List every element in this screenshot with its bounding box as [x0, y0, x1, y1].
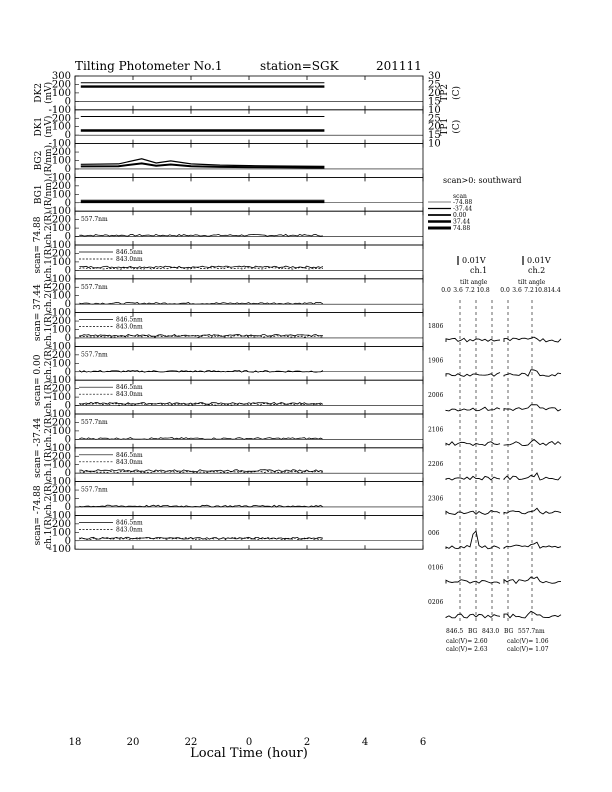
y-axis-label: DK1 [34, 116, 44, 137]
scan-label: scan= 74.88 [33, 216, 43, 274]
y-tick-label: 0 [64, 400, 71, 412]
y-tick-label: -100 [48, 307, 71, 319]
ch1-bottom-label: 843.0 [482, 628, 500, 635]
panel-frame [75, 346, 423, 380]
y-tick-label: 0 [64, 299, 71, 311]
row-time-label: 0106 [428, 564, 444, 572]
row-time-label: 1906 [428, 357, 444, 365]
y-axis-label: BG2 [34, 150, 44, 171]
ch1-calib: calc(V)= 2.60 [446, 638, 488, 645]
legend-846: 846.5nm [116, 384, 143, 392]
y-tick-label: 0 [64, 130, 71, 142]
ch1-scale: 0.01V [462, 256, 486, 265]
panel-frame [75, 279, 423, 313]
ch2-tilt-tick: 10.8 [534, 287, 548, 294]
y-tick-label: 100 [51, 121, 71, 133]
legend-557: 557.7nm [81, 486, 108, 494]
ch1-tilt-tick: 3.6 [453, 287, 463, 294]
ch2-profile [504, 577, 561, 584]
y-axis-label: ch.2(R) [44, 481, 54, 516]
tp-tick-label: 15 [428, 130, 441, 142]
data-line [79, 471, 323, 473]
panel-frame [75, 414, 423, 448]
y-tick-label: -100 [48, 375, 71, 387]
y-axis-label: ch.2(R) [44, 279, 54, 313]
ch2-profile [504, 508, 561, 514]
legend-557: 557.7nm [81, 419, 108, 426]
legend-846: 846.5nm [116, 451, 143, 459]
ch2-bottom-label: 557.7nm [518, 628, 545, 635]
chart-title: Tilting Photometer No.1 [75, 59, 223, 73]
y-axis-label: ch.1(R) [44, 515, 54, 549]
y-tick-label: 200 [51, 349, 71, 361]
scan-label: scan= 0.00 [33, 354, 43, 406]
legend-846: 846.5nm [116, 316, 143, 324]
data-line [79, 335, 323, 337]
scan-label: scan= 37.44 [33, 284, 43, 342]
y-tick-label: -100 [48, 138, 71, 150]
y-tick-label: 200 [51, 282, 71, 294]
data-line [79, 470, 323, 472]
scan-legend-label: 74.88 [453, 225, 471, 232]
data-line [79, 266, 323, 268]
y-tick-label: 100 [51, 189, 71, 201]
tp-tick-label: 10 [428, 138, 441, 150]
y-tick-label: 0 [64, 197, 71, 209]
y-tick-label: 100 [51, 493, 71, 505]
y-axis-label: ch.2(R) [44, 211, 54, 245]
tp-tick-label: 10 [428, 104, 441, 116]
x-tick-label: 2 [303, 737, 311, 748]
scan-legend-title: scan [453, 193, 467, 200]
y-tick-label: 100 [51, 87, 71, 99]
panel-frame [75, 144, 423, 178]
y-axis-label: ch.1(R) [44, 245, 54, 279]
ch2-profile [504, 405, 561, 411]
y-tick-label: 100 [51, 459, 71, 471]
legend-843: 843.0nm [116, 391, 143, 399]
scan-legend-label: -74.88 [453, 199, 473, 206]
tp-axis-unit: (C) [452, 119, 462, 134]
y-tick-label: 0 [64, 434, 71, 446]
y-axis-unit: (mV) [44, 115, 54, 138]
y-tick-label: 300 [51, 71, 71, 82]
station-label: station=SGK [260, 59, 339, 73]
ch1-tilt-tick: 7.2 [465, 287, 475, 294]
y-tick-label: 200 [51, 485, 71, 497]
y-tick-label: -100 [48, 409, 71, 420]
panel-frame [75, 76, 423, 110]
legend-557: 557.7nm [81, 216, 108, 224]
legend-843: 843.0nm [116, 323, 143, 331]
ch2-profile [504, 337, 561, 342]
y-tick-label: 0 [64, 535, 71, 547]
panel-frame [75, 110, 423, 144]
ch2-scale: 0.01V [527, 256, 551, 265]
x-tick-label: 4 [361, 737, 369, 748]
tp-tick-label: 15 [428, 96, 441, 108]
y-tick-label: 200 [51, 451, 71, 463]
y-tick-label: 100 [51, 223, 71, 235]
ch2-bottom-label: BG [504, 628, 514, 635]
tp-axis-label: TP2 [440, 84, 450, 102]
legend-843: 843.0nm [116, 256, 143, 263]
y-tick-label: 200 [51, 518, 71, 530]
ch1-bottom-label: 846.5 [446, 628, 464, 635]
y-axis-label: ch.1(R) [44, 380, 54, 414]
y-axis-unit: (R/nm) [44, 144, 54, 177]
panel-frame [75, 211, 423, 245]
scan-legend-label: 37.44 [453, 218, 471, 226]
y-tick-label: 200 [51, 383, 71, 395]
scan-label: scan= -37.44 [33, 417, 43, 478]
tp-axis-label: TP1 [440, 117, 450, 136]
scan-legend-label: -37.44 [453, 205, 473, 213]
y-tick-label: 200 [51, 417, 71, 429]
ch2-profile [504, 440, 561, 446]
ch1-profile [446, 580, 500, 584]
row-time-label: 2306 [428, 495, 444, 503]
ch2-tilt-tick: 14.4 [547, 287, 561, 294]
x-tick-label: 20 [126, 737, 140, 748]
tp-tick-label: 20 [428, 87, 441, 99]
y-axis-unit: (mV) [44, 81, 54, 104]
y-tick-label: 200 [51, 316, 71, 328]
y-tick-label: -100 [48, 544, 71, 556]
y-axis-label: DK2 [34, 83, 44, 103]
legend-557: 557.7nm [81, 283, 108, 291]
y-tick-label: -100 [48, 172, 71, 184]
legend-846: 846.5nm [116, 519, 143, 527]
y-tick-label: 200 [51, 214, 71, 226]
y-tick-label: 100 [51, 527, 71, 539]
x-tick-label: 22 [184, 737, 198, 748]
x-tick-label: 18 [68, 737, 82, 748]
ch2-title: ch.2 [528, 266, 546, 275]
y-tick-label: 200 [51, 147, 71, 159]
panel-frame [75, 177, 423, 211]
x-axis-label: Local Time (hour) [190, 746, 308, 761]
y-axis-unit: (R/nm) [44, 178, 54, 210]
y-axis-label: ch.2(R) [44, 414, 54, 448]
legend-843: 843.0nm [116, 526, 143, 534]
y-tick-label: 0 [64, 163, 71, 175]
y-tick-label: -100 [48, 240, 71, 251]
scan-legend-label: 0.00 [453, 212, 467, 219]
y-tick-label: 100 [51, 392, 71, 404]
y-tick-label: 100 [51, 290, 71, 302]
row-time-label: 2006 [428, 392, 444, 399]
y-tick-label: -100 [48, 341, 71, 353]
y-axis-label: BG1 [34, 184, 44, 205]
y-tick-label: 100 [51, 358, 71, 370]
y-tick-label: 0 [64, 468, 71, 480]
ch2-calib: calc(V)= 1.07 [507, 646, 549, 653]
y-tick-label: 100 [51, 256, 71, 268]
tp-tick-label: 20 [428, 121, 441, 133]
ch1-tilt-tick: 10.8 [476, 287, 490, 294]
data-line [79, 234, 323, 236]
tp-axis-unit: (C) [452, 85, 462, 100]
ch2-calib: calc(V)= 1.06 [507, 638, 549, 645]
x-tick-label: 0 [245, 737, 253, 748]
y-tick-label: -100 [48, 104, 71, 116]
ch1-tilt-tick: 0.0 [441, 287, 451, 294]
ch2-tilt-tick: 7.2 [524, 287, 534, 294]
y-tick-label: 200 [51, 248, 71, 260]
y-tick-label: 100 [51, 324, 71, 336]
y-tick-label: -100 [48, 510, 71, 522]
ch2-profile [504, 370, 561, 377]
x-tick-label: 6 [419, 737, 427, 748]
ch1-tilt-label: tilt angle [460, 279, 488, 286]
row-time-label: 0206 [428, 599, 444, 606]
y-tick-label: 100 [51, 425, 71, 437]
y-tick-label: 0 [64, 501, 71, 513]
y-tick-label: 200 [51, 79, 71, 91]
y-tick-label: 0 [64, 265, 71, 277]
ch2-tilt-tick: 0.0 [500, 287, 510, 294]
y-tick-label: 0 [64, 366, 71, 378]
y-tick-label: -100 [48, 273, 71, 285]
legend-843: 843.0nm [116, 458, 143, 466]
ch2-profile [504, 542, 561, 549]
row-time-label: 1806 [428, 323, 444, 330]
date-label: 201111 [376, 59, 422, 73]
tp-tick-label: 25 [428, 113, 441, 125]
ch1-title: ch.1 [470, 266, 488, 275]
tp-tick-label: 30 [428, 71, 441, 82]
y-tick-label: 0 [64, 96, 71, 108]
y-tick-label: 0 [64, 332, 71, 344]
ch2-profile [504, 611, 561, 618]
y-axis-label: ch.1(R) [44, 448, 54, 482]
ch2-tilt-label: tilt angle [518, 279, 546, 286]
scan-label: scan= -74.88 [33, 485, 43, 546]
row-time-label: 2206 [428, 461, 444, 468]
y-tick-label: 200 [51, 180, 71, 192]
scan-direction-note: scan>0: southward [443, 176, 522, 185]
legend-557: 557.7nm [81, 351, 108, 359]
row-time-label: 006 [428, 530, 440, 537]
row-time-label: 2106 [428, 426, 444, 434]
y-tick-label: -100 [48, 206, 71, 218]
panel-frame [75, 482, 423, 516]
y-tick-label: 100 [51, 155, 71, 167]
legend-846: 846.5nm [116, 249, 143, 256]
ch1-bottom-label: BG [468, 628, 478, 635]
ch2-tilt-tick: 3.6 [512, 287, 522, 294]
y-tick-label: 0 [64, 231, 71, 243]
y-axis-label: ch.2(R) [44, 346, 54, 380]
ch1-calib: calc(V)= 2.63 [446, 646, 488, 653]
tp-tick-label: 25 [428, 79, 441, 91]
y-tick-label: -100 [48, 476, 71, 488]
y-axis-label: ch.1(R) [44, 312, 54, 347]
ch2-profile [504, 473, 561, 480]
panels-group [33, 71, 462, 555]
y-tick-label: 200 [51, 113, 71, 125]
y-tick-label: -100 [48, 442, 71, 454]
